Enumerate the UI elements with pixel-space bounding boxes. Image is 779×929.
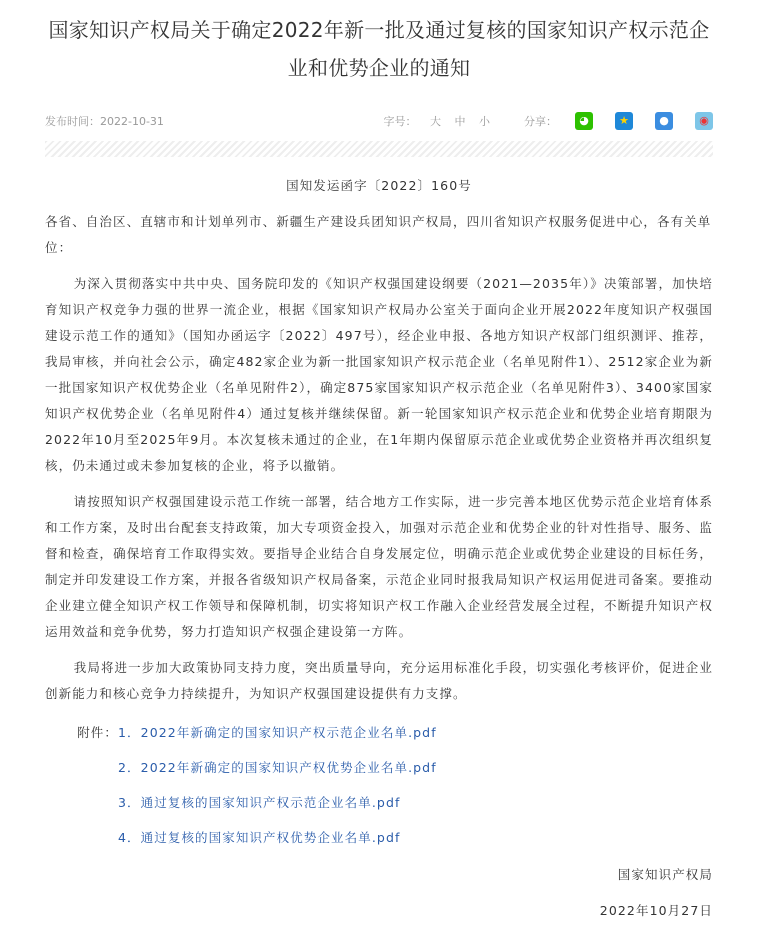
font-size-medium[interactable]: 中 [454, 115, 466, 128]
attachment-link[interactable]: 1．2022年新确定的国家知识产权示范企业名单.pdf [118, 725, 437, 740]
meta-bar [45, 109, 713, 133]
attachment-link[interactable]: 3．通过复核的国家知识产权示范企业名单.pdf [118, 795, 401, 810]
paragraph: 请按照知识产权强国建设示范工作统一部署，结合地方工作实际，进一步完善本地区优势示范企业培育体系和工作方案，及时出台配套支持政策，加大专项资金投入，加强对示范企业和优势企业的针对性指导、服务、监督和检查，确保培育工作取得实效。要指导企业结合自身发展定位，明确示范企业或优势企业建设的目标任务，制定并印发建设工作方案，并报各省级知识产权局备案，示范企业同时报我局知识产权运用促进司备案。要推动企业建立健全知识产权工作领导和保障机制，切实将知识产权工作融入企业经营发展全过程，不断提升知识产权运用效益和竞争优势，努力打造知识产权强企建设第一方阵。 [45, 494, 713, 639]
attachment-link[interactable]: 2．2022年新确定的国家知识产权优势企业名单.pdf [118, 760, 437, 775]
share-label: 分享： [524, 115, 557, 128]
salutation: 各省、自治区、直辖市和计划单列市、新疆生产建设兵团知识产权局，四川省知识产权服务促进中心，各有关单位： [45, 214, 712, 255]
divider [45, 141, 713, 157]
document-number: 国知发运函字〔2022〕160号 [286, 178, 472, 193]
signature: 国家知识产权局 [617, 867, 713, 882]
article [45, 11, 713, 929]
wechat-icon[interactable]: ◕ [575, 112, 593, 130]
font-size-label: 字号： [383, 115, 417, 128]
signature-date: 2022年10月27日 [599, 903, 713, 918]
qzone-star-icon[interactable]: ★ [615, 112, 633, 130]
paragraph: 为深入贯彻落实中共中央、国务院印发的《知识产权强国建设纲要（2021—2035年）》决策部署，加快培育知识产权竞争力强的世界一流企业，根据《国家知识产权局办公室关于面向企业开展2022年度知识产权强国建设示范工作的通知》（国知办函运字〔2022〕497号），经企业申报、各地方知识产权部门组织测评、推荐，我局审核，并向社会公示，确定482家企业为新一批国家知识产权示范企业（名单见附件1）、2512家企业为新一批国家知识产权优势企业（名单见附件2），确定875家国家知识产权示范企业（名单见附件3）、3400家国家知识产权优势企业（名单见附件4）通过复核并继续保留。新一轮国家知识产权示范企业和优势企业培育期限为2022年10月至2025年9月。本次复核未通过的企业，在1年期内保留原示范企业或优势企业资格并再次组织复核，仍未通过或未参加复核的企业，将予以撤销。 [45, 276, 713, 473]
article-body [45, 173, 713, 929]
attachments [45, 715, 713, 855]
page-title: 国家知识产权局关于确定2022年新一批及通过复核的国家知识产权示范企业和优势企业的通知 [48, 18, 710, 80]
font-size-large[interactable]: 大 [430, 115, 441, 128]
font-size-controls [384, 113, 491, 129]
paragraph: 我局将进一步加大政策协同支持力度，突出质量导向，充分运用标准化手段，切实强化考核评价，促进企业创新能力和核心竞争力持续提升，为知识产权强国建设提供有力支撑。 [45, 660, 713, 701]
font-size-small[interactable]: 小 [479, 115, 490, 128]
attachments-label: 附件： [77, 725, 118, 740]
qq-penguin-icon[interactable]: ● [655, 112, 673, 130]
publish-date: 发布时间：2022-10-31 [45, 115, 164, 128]
weibo-icon[interactable]: ◉ [695, 112, 713, 130]
attachment-link[interactable]: 4．通过复核的国家知识产权优势企业名单.pdf [118, 830, 401, 845]
